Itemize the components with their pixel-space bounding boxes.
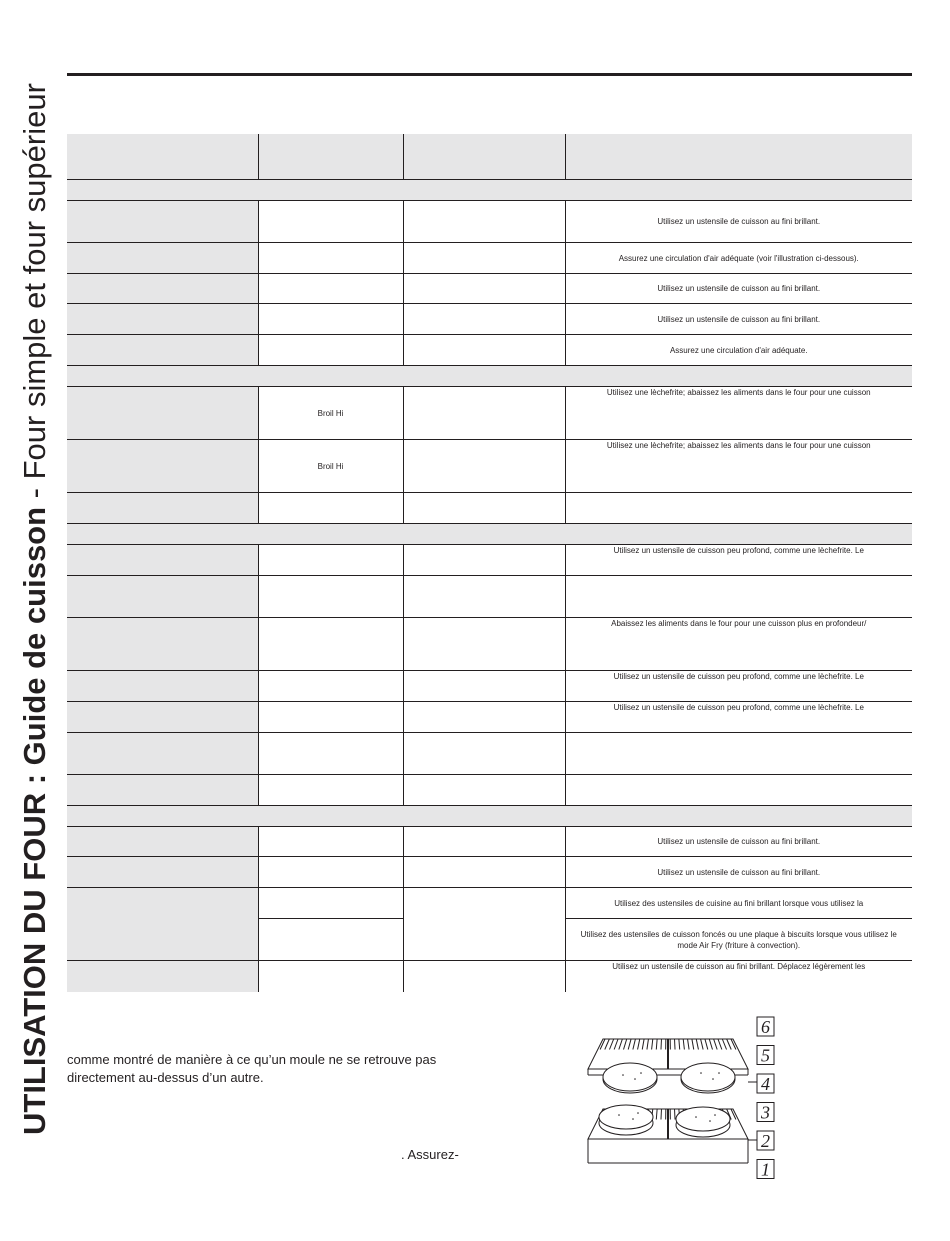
rack-wire xyxy=(722,1039,726,1050)
rack-position-cell xyxy=(403,440,565,493)
section-header-cell xyxy=(67,524,912,545)
rack-position-cell xyxy=(403,387,565,440)
notes-cell xyxy=(565,775,912,806)
mode-cell xyxy=(258,618,403,671)
rack-wire xyxy=(661,1109,662,1120)
rack-position-cell xyxy=(403,702,565,733)
rack-position-cell xyxy=(403,671,565,702)
mode-cell xyxy=(258,243,403,274)
section-header-cell xyxy=(67,180,912,201)
mode-cell xyxy=(258,857,403,888)
rack-wire xyxy=(705,1039,708,1050)
rack-wire xyxy=(656,1039,657,1050)
notes-cell: Assurez une circulation d'air adéquate (voir l'illustration ci-dessous). xyxy=(565,243,912,274)
rack-position-cell xyxy=(403,493,565,524)
food-cell xyxy=(67,201,258,243)
rack-wire xyxy=(701,1039,704,1050)
food-cell xyxy=(67,857,258,888)
table-row xyxy=(67,576,912,618)
rack-position-cell xyxy=(403,274,565,304)
food-cell xyxy=(67,671,258,702)
food-cell xyxy=(67,733,258,775)
rack-wire xyxy=(605,1039,610,1050)
rack-wire xyxy=(688,1039,690,1050)
mode-cell xyxy=(258,919,403,961)
rack-number: 3 xyxy=(761,1102,770,1123)
mode-cell xyxy=(258,304,403,335)
rack-wire xyxy=(661,1039,662,1050)
rack-position-cell xyxy=(403,335,565,366)
rack-wire xyxy=(652,1039,653,1050)
mode-cell xyxy=(258,827,403,857)
rack-wire xyxy=(633,1039,636,1050)
rack-wire xyxy=(718,1039,722,1050)
rack-wire xyxy=(709,1039,712,1050)
rack-wire xyxy=(692,1039,694,1050)
notes-cell: Utilisez une lèchefrite; abaissez les aliments dans le four pour une cuisson xyxy=(565,440,912,493)
table-row xyxy=(67,274,912,304)
food-cell xyxy=(67,493,258,524)
table-row xyxy=(67,888,912,919)
mode-cell xyxy=(258,702,403,733)
rack-position-cell xyxy=(403,733,565,775)
side-title-bold: UTILISATION DU FOUR : Guide de cuisson xyxy=(17,506,52,1135)
food-cell xyxy=(67,827,258,857)
rack-number: 1 xyxy=(761,1159,770,1180)
mode-cell: Broil Hi xyxy=(258,440,403,493)
notes-cell xyxy=(565,576,912,618)
notes-cell: Utilisez un ustensile de cuisson au fini brillant. xyxy=(565,827,912,857)
notes-cell: Utilisez une lèchefrite; abaissez les aliments dans le four pour une cuisson xyxy=(565,387,912,440)
mode-cell: Broil Hi xyxy=(258,387,403,440)
side-title-light: - Four simple et four supérieur xyxy=(17,83,52,507)
rack-wire xyxy=(609,1039,613,1050)
assurez-text: . Assurez- xyxy=(401,1147,459,1162)
rack-position-cell xyxy=(403,576,565,618)
notes-cell: Utilisez un ustensile de cuisson au fini brillant. Déplacez légèrement les xyxy=(612,962,866,971)
rack-position-cell xyxy=(403,961,565,992)
notes-cell: Utilisez un ustensile de cuisson peu profond, comme une lèchefrite. Le xyxy=(565,702,912,733)
food-cell xyxy=(67,545,258,576)
rack-wire xyxy=(628,1039,631,1050)
food-cell xyxy=(67,702,258,733)
rack-wire xyxy=(642,1039,644,1050)
notes-cell: Utilisez des ustensiles de cuisine au fini brillant lorsque vous utilisez la xyxy=(565,888,912,919)
rack-wire xyxy=(647,1039,649,1050)
food-cell xyxy=(67,888,258,961)
table-row xyxy=(67,618,912,671)
food-cell xyxy=(67,243,258,274)
rack-number: 5 xyxy=(761,1045,770,1066)
rack-position-cell xyxy=(403,618,565,671)
notes-cell: Utilisez un ustensile de cuisson peu profond, comme une lèchefrite. Le xyxy=(565,671,912,702)
mode-cell xyxy=(258,961,403,992)
mode-cell xyxy=(258,775,403,806)
rack-wire xyxy=(624,1039,627,1050)
rack-position-cell xyxy=(403,304,565,335)
table-row xyxy=(67,387,912,440)
mode-cell xyxy=(258,274,403,304)
table-row xyxy=(67,857,912,888)
table-row xyxy=(67,493,912,524)
rack-position-cell xyxy=(403,888,565,961)
table-row xyxy=(67,545,912,576)
header-cell xyxy=(403,134,565,180)
notes-cell: Abaissez les aliments dans le four pour une cuisson plus en profondeur/ xyxy=(565,618,912,671)
rack-wire xyxy=(683,1039,684,1050)
rack-wire xyxy=(675,1109,676,1120)
rack-number: 6 xyxy=(761,1017,770,1037)
mode-cell xyxy=(258,493,403,524)
mode-cell xyxy=(258,576,403,618)
cooking-guide-table xyxy=(67,134,912,992)
notes-cell: Utilisez un ustensile de cuisson au fini brillant. xyxy=(565,304,912,335)
mode-cell xyxy=(258,671,403,702)
table-row xyxy=(67,702,912,733)
header-cell xyxy=(67,134,258,180)
rack-position-cell xyxy=(403,775,565,806)
rack-wire xyxy=(714,1039,718,1050)
rack-wire xyxy=(638,1039,640,1050)
mode-cell xyxy=(258,201,403,243)
rack-position-cell xyxy=(403,545,565,576)
rack-wire xyxy=(614,1039,618,1050)
food-cell xyxy=(67,304,258,335)
table-row xyxy=(67,335,912,366)
section-header-cell xyxy=(67,366,912,387)
rack-wire xyxy=(656,1109,657,1120)
table-row xyxy=(67,827,912,857)
notes-cell: Utilisez un ustensile de cuisson au fini brillant. xyxy=(565,857,912,888)
table-header-row xyxy=(67,134,912,180)
table-row xyxy=(67,201,912,243)
top-rule xyxy=(67,73,912,76)
table-row xyxy=(67,671,912,702)
notes-cell xyxy=(565,493,912,524)
notes-cell: Utilisez un ustensile de cuisson au fini brillant. xyxy=(565,274,912,304)
rack-wire xyxy=(727,1039,732,1050)
rack-position-cell xyxy=(403,201,565,243)
rack-paragraph: comme montré de manière à ce qu’un moule ne se retrouve pas directement au-dessus d’un autre. xyxy=(67,1052,437,1085)
section-header-row xyxy=(67,524,912,545)
notes-cell: Assurez une circulation d'air adéquate. xyxy=(565,335,912,366)
food-cell xyxy=(67,576,258,618)
header-cell xyxy=(258,134,403,180)
food-cell xyxy=(67,274,258,304)
page-side-title xyxy=(14,40,56,1135)
table-row xyxy=(67,440,912,493)
mode-cell xyxy=(258,545,403,576)
food-cell xyxy=(67,618,258,671)
notes-cell: Utilisez un ustensile de cuisson au fini brillant. xyxy=(565,201,912,243)
rack-number: 4 xyxy=(761,1074,770,1094)
rack-number: 2 xyxy=(761,1131,770,1151)
rack-wire xyxy=(619,1039,623,1050)
rack-wire xyxy=(679,1039,680,1050)
notes-cell xyxy=(565,733,912,775)
food-cell xyxy=(67,440,258,493)
header-cell xyxy=(565,134,912,180)
food-cell xyxy=(67,775,258,806)
table-row xyxy=(67,304,912,335)
food-cell xyxy=(67,387,258,440)
rack-position-cell xyxy=(403,827,565,857)
section-header-cell xyxy=(67,806,912,827)
section-header-row xyxy=(67,806,912,827)
rack-wire xyxy=(675,1039,676,1050)
rack-position-cell xyxy=(403,857,565,888)
table-row xyxy=(67,243,912,274)
rack-wire xyxy=(696,1039,698,1050)
food-cell xyxy=(67,961,258,992)
oven-rack-illustration xyxy=(583,1013,783,1183)
table-row xyxy=(67,733,912,775)
rack-position-cell xyxy=(403,243,565,274)
table-row xyxy=(67,775,912,806)
mode-cell xyxy=(258,733,403,775)
food-cell xyxy=(67,335,258,366)
table-row xyxy=(67,961,912,992)
notes-cell: Utilisez des ustensiles de cuisson foncés ou une plaque à biscuits lorsque vous utilisez le mode Air Fry (friture à convection). xyxy=(565,919,912,961)
section-header-row xyxy=(67,366,912,387)
notes-cell: Utilisez un ustensile de cuisson peu profond, comme une lèchefrite. Le xyxy=(565,545,912,576)
mode-cell xyxy=(258,335,403,366)
mode-cell xyxy=(258,888,403,919)
section-header-row xyxy=(67,180,912,201)
